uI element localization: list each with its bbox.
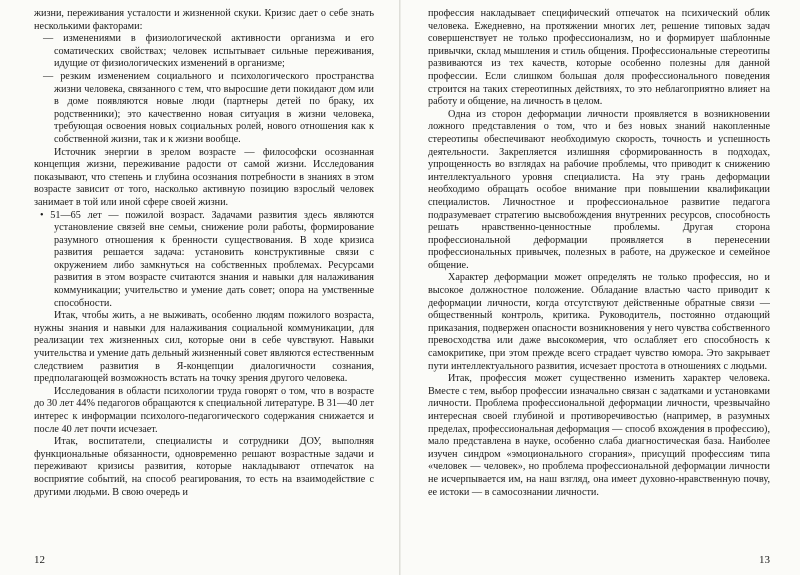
- paragraph: Характер деформации может определять не только профессия, но и высокое должностное положение. Обладание властью часто приводит к деформации личности, когда отсутствуют действенные обратные связи — общественный контроль, критика. Руководитель, постоянно отдающий приказания, подвержен опасности возникновения у него чувства собственного превосходства или даже высокомерия, что ослабляет его способность к самокритике, при этом прежде всего страдает чувство юмора. Это закрывает пути интеллектуального развития, исчезает простота в отношениях с людьми.: [428, 272, 770, 372]
- right-page: [400, 0, 800, 575]
- paragraph: — резким изменением социального и психологического пространства жизни человека, связанного с тем, что выросшие дети покидают дом или в доме появляются новые люди (партнеры детей по браку, их родственники); это качественно новая ситуация в жизни человека, требующая освоения новых социальных ролей, нового отношения как к собственной жизни, так и к жизни вообще.: [43, 70, 374, 145]
- paragraph: Итак, чтобы жить, а не выживать, особенно людям пожилого возраста, нужны знания и навыки для налаживания социальной коммуникации, для реализации тех жизненных сил, которые они в себе чувствуют. Навыки учительства и умение дать дельный жизненный совет являются естественным следствием развития в Я-концепции диалогичности сознания, предполагающей возможность встать на точку зрения другого человека.: [34, 310, 374, 385]
- paragraph: Источник энергии в зрелом возрасте — философски осознанная концепция жизни, переживание радости от самой жизни. Исследования показывают, что степень и глубина осознания потребности в знаниях в этом возрасте зависит от того, насколько активную позицию взрослый человек занимает в той или иной сфере своей жизни.: [34, 146, 374, 208]
- paragraph: • 51—65 лет — пожилой возраст. Задачами развития здесь являются установление связей вне семьи, снижение роли работы, формирование разумного отношения к бренности существования. В ходе кризиса развития решается задача: установить конструктивные связи с окружением либо замкнуться на собственных проблемах. Ресурсами развития в этом возрасте считаются знания и навыки для налаживания коммуникации; учительство и умение дать совет; опора на умственные способности.: [40, 209, 374, 309]
- right-page-text: [428, 8, 770, 499]
- paragraph: профессия накладывает специфический отпечаток на психический облик человека. Ежедневно, на протяжении многих лет, решение типовых задач совершенствует не только профессионализм, но и формирует шаблонные привычки, склад мышления и стиль общения. Профессиональные стереотипы развиваются из тех качеств, которые особенно полезны для данной профессии. Если слишком большая доля профессионального поведения строится на таких стереотипных действиях, то это неблагоприятно влияет на работу и общение, на личность в целом.: [428, 8, 770, 108]
- paragraph: Одна из сторон деформации личности проявляется в возникновении ложного представления о том, что и без новых знаний накопленные стереотипы обеспечивают необходимую скорость, точность и успешность деятельности. Закрепляется излишняя сформированность в подходах, упрощенность во взглядах на рабочие проблемы, что приводит к снижению интеллектуального уровня специалиста. На эту грань деформации необходимо обращать особое внимание при повышении квалификации специалистов. Личностное и профессиональное развитие педагога подразумевает стратегию высвобождения внутренних ресурсов, способность решать нравственно-ценностные проблемы. Другая сторона профессиональной деформации проявляется в перенесении профессиональных привычек, полезных в работе, на дружеское и семейное общение.: [428, 108, 770, 271]
- paragraph: — изменениями в физиологической активности организма и его соматических свойствах; человек испытывает сильные переживания, идущие от физиологических изменений в организме;: [43, 33, 374, 70]
- paragraph: жизни, переживания усталости и жизненной скуки. Кризис дает о себе знать несколькими факторами:: [34, 8, 374, 32]
- paragraph: Итак, воспитатели, специалисты и сотрудники ДОУ, выполняя функциональные обязанности, одновременно решают возрастные задачи и переживают кризисы развития, которые накладывают отпечаток на восприятие событий, на способ реагирования, то есть на взаимодействие с другими людьми. В свою очередь и: [34, 436, 374, 498]
- left-page-text: [34, 8, 374, 499]
- paragraph: Итак, профессия может существенно изменить характер человека. Вместе с тем, выбор профессии изначально связан с задатками и установками личности. Проблема профессиональной деформации личности, чрезвычайно интересная своей глубиной и противоречивостью (например, в разумных пределах, профессиональная деформация — способ вхождения в профессию), мало представлена в науке, особенно слаба диагностическая база. Наиболее изучен синдром «эмоционального сгорания», присущий профессиям типа «человек — человек», но проблема профессиональной деформации личности не исчерпывается им, на наш взгляд, она имеет духовно-нравственную почву, ее истоки — в самосознании личности.: [428, 373, 770, 498]
- paragraph: Исследования в области психологии труда говорят о том, что в возрасте до 30 лет 44% педагогов обращаются к специальной литературе. В 31—40 лет интерес к информации психолого-педагогического содержания снижается и после 40 лет почти исчезает.: [34, 385, 374, 435]
- left-page-number: 12: [34, 554, 45, 567]
- right-page-number: 13: [759, 554, 770, 567]
